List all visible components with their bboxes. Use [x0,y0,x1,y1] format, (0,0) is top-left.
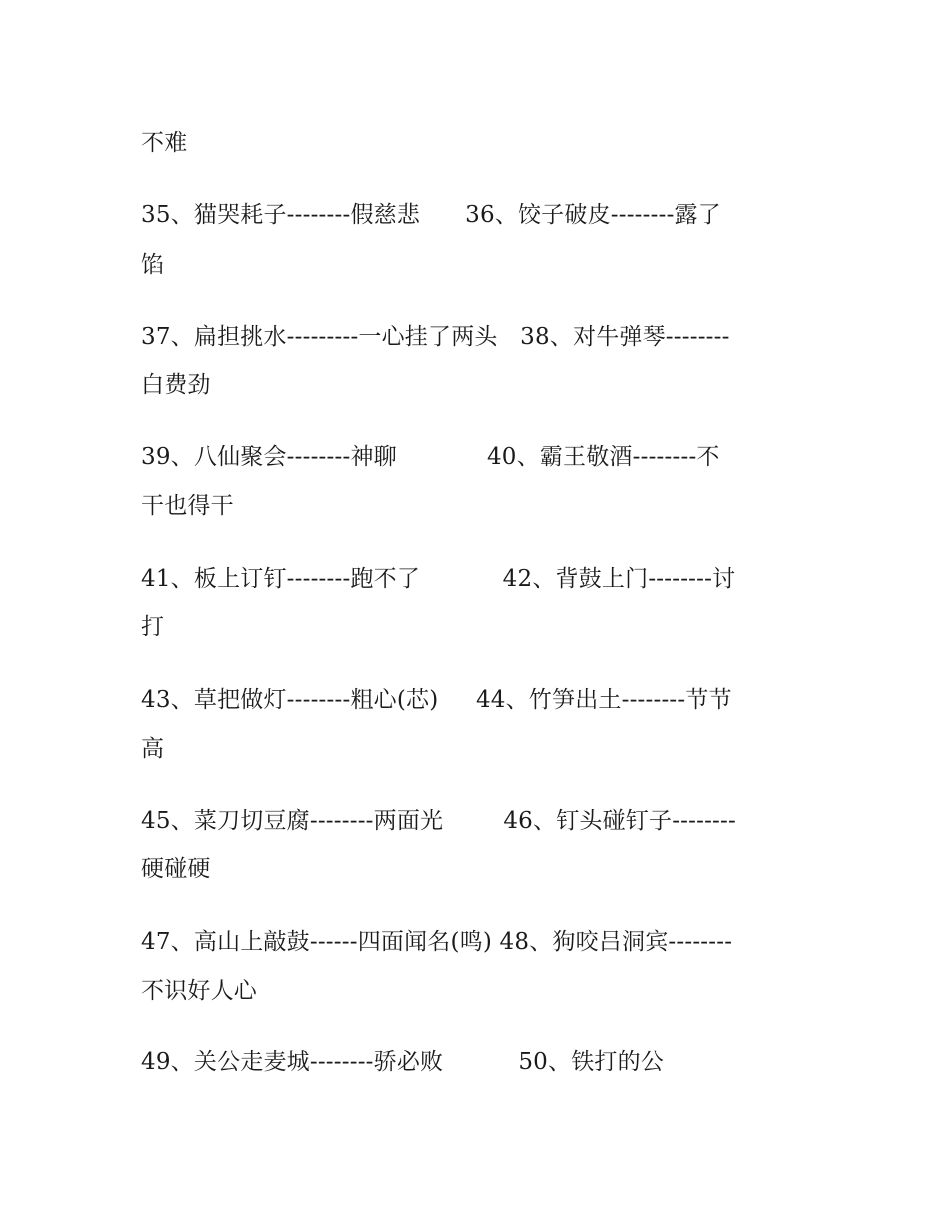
text-line: 49、关公走麦城--------骄必败 50、铁打的公 [141,1049,665,1075]
text-line: 硬碰硬 [141,856,211,882]
text-line: 干也得干 [141,493,234,519]
text-line: 43、草把做灯--------粗心(芯) 44、竹笋出土--------节节 [141,687,732,713]
text-line: 高 [141,736,165,762]
text-line: 41、板上订钉--------跑不了 42、背鼓上门--------讨 [141,566,736,592]
text-line: 37、扁担挑水---------一心挂了两头 38、对牛弹琴-------- [141,324,730,350]
text-line: 45、菜刀切豆腐--------两面光 46、钉头碰钉子-------- [141,808,736,834]
text-line: 打 [141,614,165,640]
text-line: 不识好人心 [141,978,257,1004]
text-line: 白费劲 [141,372,211,398]
text-line: 47、高山上敲鼓------四面闻名(鸣) 48、狗咬吕洞宾-------- [141,929,733,955]
text-line: 35、猫哭耗子--------假慈悲 36、饺子破皮--------露了 [141,202,721,228]
text-line: 馅 [141,252,165,278]
text-line: 39、八仙聚会--------神聊 40、霸王敬酒--------不 [141,444,720,470]
text-line: 不难 [141,130,188,156]
